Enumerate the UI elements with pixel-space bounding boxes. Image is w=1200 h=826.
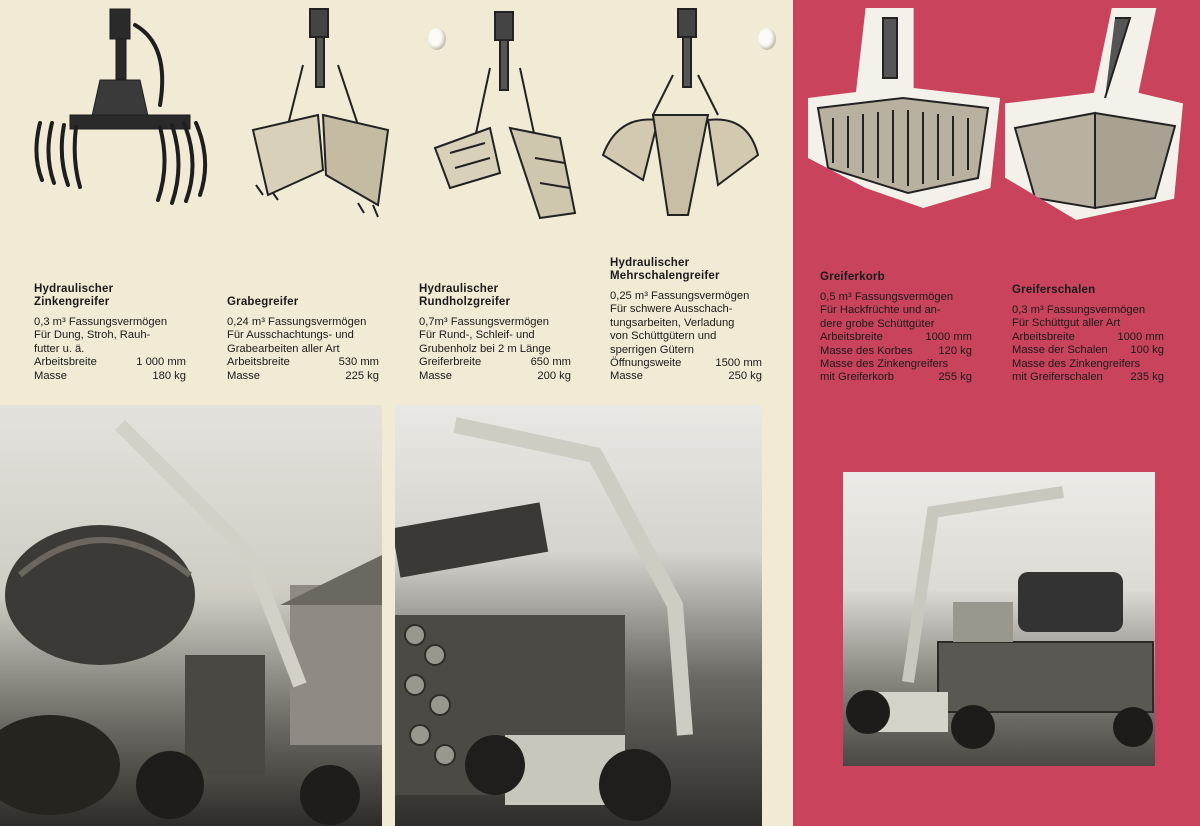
spec-desc: Für Ausschachtungs- und [227, 329, 354, 342]
spec-zinkengreifer [34, 283, 186, 383]
spec-rundholzgreifer [419, 283, 571, 383]
photo-hay-loading [0, 405, 382, 826]
spec-desc: 0,25 m³ Fassungsvermögen [610, 290, 750, 302]
spec-desc: Für Rund-, Schleif- und [419, 329, 535, 342]
spec-title: Grabegreifer [227, 296, 299, 308]
spec-desc: Für Schüttgut aller Art [1012, 317, 1121, 330]
spec-desc: Für Dung, Stroh, Rauh- [34, 329, 151, 342]
spec-grabegreifer [227, 296, 379, 383]
spec-row: Masse 250 kg [610, 370, 762, 383]
spec-row: Masse 200 kg [419, 369, 571, 382]
spec-row: Masse des Korbes 120 kg [820, 344, 972, 357]
spec-desc: Für schwere Ausschach- [610, 303, 733, 316]
spec-desc: dere grobe Schüttgüter [820, 317, 935, 330]
spec-desc: von Schüttgütern und [610, 330, 717, 343]
spec-row: Arbeitsbreite 530 mm [227, 356, 379, 369]
spec-row: Arbeitsbreite 1 000 mm [34, 356, 186, 369]
spec-desc: 0,5 m³ Fassungsvermögen [820, 291, 954, 303]
spec-desc: Grabearbeiten aller Art [227, 342, 340, 355]
spec-title: Greiferkorb [820, 271, 885, 283]
digging-grab-illustration [248, 5, 398, 220]
spec-desc: 0,3 m³ Fassungsvermögen [34, 316, 168, 328]
spec-desc: tungsarbeiten, Verladung [610, 316, 735, 329]
spec-greiferschalen [1012, 284, 1164, 384]
spec-row: Masse des Zinkengreifers [1012, 357, 1141, 370]
spec-row: Masse 180 kg [34, 369, 186, 382]
spec-mehrschalengreifer [610, 257, 762, 384]
spec-row: Masse der Schalen 100 kg [1012, 344, 1164, 357]
spec-row: Arbeitsbreite 1000 mm [1012, 330, 1164, 343]
spec-desc: Grubenholz bei 2 m Länge [419, 342, 551, 355]
spec-title: Hydraulischer Rundholzgreifer [419, 283, 511, 308]
spec-desc: Für Hackfrüchte und an- [820, 304, 941, 317]
spec-title: Hydraulischer Zinkengreifer [34, 283, 114, 308]
tine-grab-illustration [30, 5, 210, 210]
spec-row: Masse 225 kg [227, 369, 379, 382]
spec-desc: sperrigen Gütern [610, 343, 694, 356]
spec-desc: 0,24 m³ Fassungsvermögen [227, 316, 367, 328]
log-grab-illustration [430, 8, 580, 223]
spec-desc: 0,7m³ Fassungsvermögen [419, 316, 549, 328]
photo-basket-trailer [843, 472, 1155, 766]
multi-shell-grab-illustration [598, 5, 763, 220]
spec-title: Hydraulischer Mehrschalengreifer [610, 257, 720, 282]
photo-log-loading [395, 405, 762, 826]
spec-row: mit Greiferkorb 255 kg [820, 371, 972, 384]
spec-greiferkorb [820, 271, 972, 385]
spec-desc: futter u. ä. [34, 342, 85, 355]
spec-row: Greiferbreite 650 mm [419, 356, 571, 369]
spec-title: Greiferschalen [1012, 284, 1096, 296]
spec-row: Arbeitsbreite 1000 mm [820, 331, 972, 344]
spec-row: Öffnungsweite 1500 mm [610, 357, 762, 370]
spec-row: Masse des Zinkengreifers [820, 358, 949, 371]
spec-row: mit Greiferschalen 235 kg [1012, 371, 1164, 384]
spec-desc: 0,3 m³ Fassungsvermögen [1012, 304, 1146, 316]
